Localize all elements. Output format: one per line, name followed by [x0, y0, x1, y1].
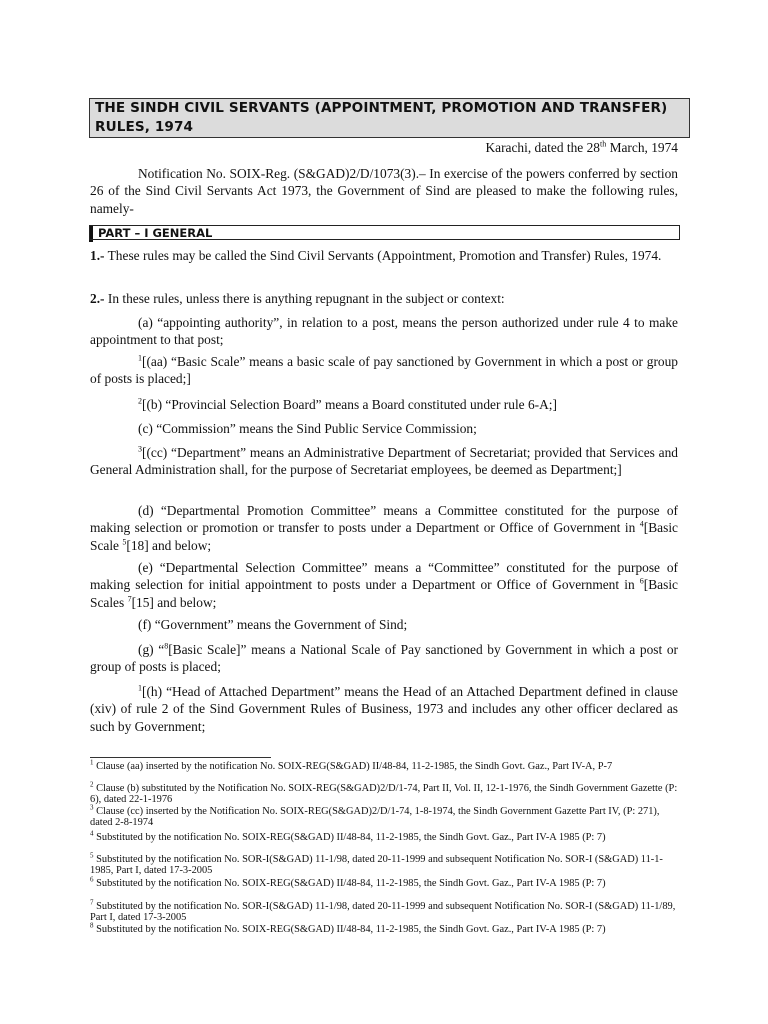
definition-d-text-end: [18] and below; [126, 537, 212, 553]
rule-2-text: In these rules, unless there is anything repugnant in the subject or context: [104, 291, 505, 306]
rule-1-text: These rules may be called the Sind Civil Servants (Appointment, Promotion and Transfer) Rules, 1974. [104, 248, 662, 263]
footnote-ref: 5 [122, 537, 127, 547]
dateline-text: Karachi, dated the 28 [485, 140, 600, 155]
definition-d [90, 502, 678, 554]
footnote-3 [90, 803, 678, 829]
definition-a: (a) “appointing authority”, in relation to a post, means the person authorized under rule 4 to make appointment to that post; [90, 315, 678, 348]
footnote-number: 7 [90, 898, 94, 907]
definition-g-text-end: [Basic Scale]” means a National Scale of Pay sanctioned by Government in which a post or group of posts is placed; [90, 642, 678, 675]
definition-g [90, 641, 678, 676]
footnote-ref: 3 [138, 444, 142, 454]
definition-e [90, 559, 678, 611]
footnote-ref: 4 [639, 519, 644, 529]
footnote-separator [90, 757, 271, 758]
definition-e-text: (e) “Departmental Selection Committee” means a “Committee” constituted for the purpose of making selection for initial appointment to posts under a Department or Office of Government in [90, 560, 678, 593]
part-heading: PART – I GENERAL [89, 225, 680, 240]
footnote-2 [90, 780, 678, 806]
rule-2-number: 2.- [90, 291, 105, 306]
footnote-ref: 1 [138, 683, 142, 693]
rule-1 [90, 247, 678, 264]
footnote-number: 3 [90, 803, 94, 812]
definition-d-text-mid: [Basic Scale [90, 520, 678, 553]
definition-cc-text: [(cc) “Department” means an Administrative Department of Secretariat; provided that Services and General Administration shall, for the purpose of Secretariat employees, be deemed as Department;] [90, 445, 678, 478]
footnote-1 [90, 758, 678, 773]
footnote-number: 6 [90, 875, 94, 884]
footnote-7 [90, 898, 678, 924]
footnote-ref: 8 [164, 641, 169, 651]
footnote-number: 1 [90, 758, 94, 767]
footnote-number: 2 [90, 780, 94, 789]
definition-aa [90, 353, 678, 388]
dateline [485, 140, 678, 156]
footnote-text: Substituted by the notification No. SOIX-REG(S&GAD) II/48-84, 11-2-1985, the Sindh Govt. Gaz., Part IV-A 1985 (P: 7) [93, 924, 606, 935]
definition-d-text: (d) “Departmental Promotion Committee” means a Committee constituted for the purpose of making selection or promotion or transfer to posts under a Department or Office of Government in [90, 503, 678, 536]
rule-1-number: 1.- [90, 248, 105, 263]
footnote-text: Substituted by the notification No. SOIX-REG(S&GAD) II/48-84, 11-2-1985, the Sindh Govt. Gaz., Part IV-A 1985 (P: 7) [93, 832, 606, 843]
definition-e-text-mid: [Basic Scales [90, 577, 678, 610]
definition-g-text: (g) “ [138, 642, 165, 657]
definition-b [90, 396, 678, 413]
definition-h-text: [(h) “Head of Attached Department” means the Head of an Attached Department defined in clause (xiv) of rule 2 of the Sind Government Rules of Business, 1973 and includes any other officer declared as such by Government; [90, 684, 678, 734]
definition-e-text-end: [15] and below; [131, 594, 217, 610]
dateline-text-end: March, 1974 [606, 140, 678, 155]
footnote-text: Clause (aa) inserted by the notification No. SOIX-REG(S&GAD) II/48-84, 11-2-1985, the Sindh Govt. Gaz., Part IV-A, P-7 [93, 761, 613, 772]
definition-h [90, 683, 678, 735]
footnote-ref: 7 [127, 594, 132, 604]
footnote-4 [90, 829, 678, 844]
footnote-number: 5 [90, 851, 94, 860]
footnote-5 [90, 851, 678, 877]
footnote-ref: 6 [639, 576, 644, 586]
document-title: THE SINDH CIVIL SERVANTS (APPOINTMENT, PROMOTION AND TRANSFER) RULES, 1974 [89, 98, 690, 138]
footnote-8 [90, 921, 678, 936]
definition-b-text: [(b) “Provincial Selection Board” means a Board constituted under rule 6-A;] [142, 397, 557, 412]
definition-cc [90, 444, 678, 479]
footnote-text: Substituted by the notification No. SOIX-REG(S&GAD) II/48-84, 11-2-1985, the Sindh Govt. Gaz., Part IV-A 1985 (P: 7) [93, 878, 606, 889]
footnote-number: 4 [90, 829, 94, 838]
definition-aa-text: [(aa) “Basic Scale” means a basic scale of pay sanctioned by Government in which a post or group of posts is placed;] [90, 354, 678, 387]
footnote-text: Substituted by the notification No. SOR-I(S&GAD) 11-1/98, dated 20-11-1999 and subsequent Notification No. SOR-I (S&GAD) 11-1/89, Part I, dated 17-3-2005 [90, 901, 676, 923]
footnote-text: Clause (cc) inserted by the Notification No. SOIX-REG(S&GAD)2/D/1-74, 1-8-1974, the Sindh Government Gazette Part IV, (P: 271), dated 2-8-1974 [90, 806, 660, 828]
definition-c: (c) “Commission” means the Sind Public Service Commission; [138, 421, 477, 436]
footnote-ref: 2 [138, 396, 142, 406]
footnote-text: Substituted by the notification No. SOR-I(S&GAD) 11-1/98, dated 20-11-1999 and subsequent Notification No. SOR-I (S&GAD) 11-1-1985, Part I, dated 17-3-2005 [90, 854, 663, 876]
footnote-ref: 1 [138, 353, 142, 363]
rule-2 [90, 290, 678, 307]
intro-paragraph: Notification No. SOIX-Reg. (S&GAD)2/D/1073(3).– In exercise of the powers conferred by section 26 of the Sind Civil Servants Act 1973, the Government of Sind are pleased to make the following rules, namely- [90, 166, 678, 216]
definition-f: (f) “Government” means the Government of Sind; [138, 617, 408, 632]
footnote-number: 8 [90, 921, 94, 930]
footnote-text: Clause (b) substituted by the Notification No. SOIX-REG(S&GAD)2/D/1-74, Part II, Vol. II, 12-1-1976, the Sindh Government Gazette (P: 6), dated 22-1-1976 [90, 783, 678, 805]
footnote-6 [90, 875, 678, 890]
dateline-sup: th [599, 139, 607, 149]
